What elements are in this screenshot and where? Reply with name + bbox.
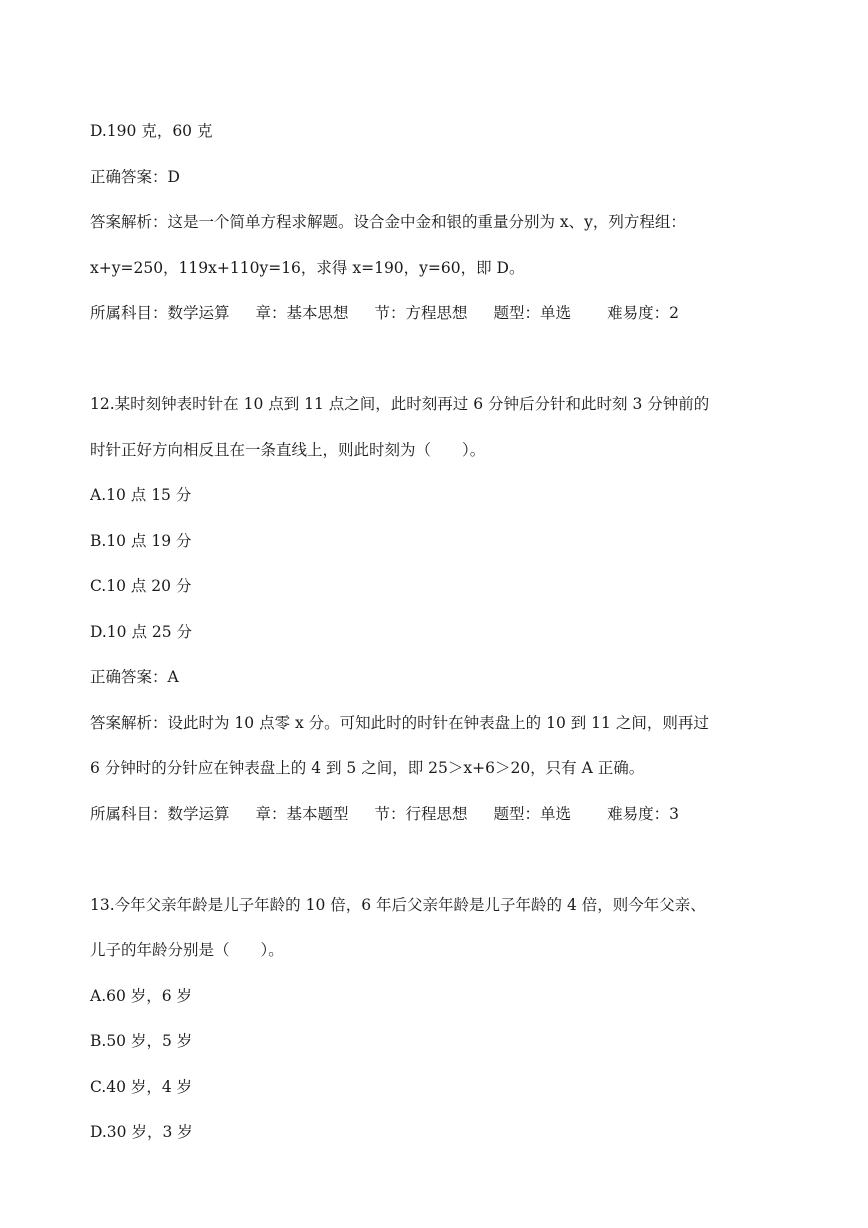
q11-answer: 正确答案：D	[90, 168, 180, 186]
q12-difficulty: 难易度：3	[607, 805, 679, 823]
q12-analysis-line1: 答案解析：设此时为 10 点零 x 分。可知此时的时针在钟表盘上的 10 到 11 之间，则再过	[90, 714, 709, 732]
q13-stem-line2: 儿子的年龄分别是（ ）。	[90, 941, 284, 959]
q11-type: 题型：单选	[493, 304, 572, 322]
q13-option-a: A.60 岁，6 岁	[90, 987, 193, 1005]
q12-answer: 正确答案：A	[90, 668, 179, 686]
q11-subject: 所属科目：数学运算	[90, 304, 230, 322]
q13-option-c: C.40 岁，4 岁	[90, 1078, 193, 1096]
q11-difficulty: 难易度：2	[607, 304, 679, 322]
q12-section: 节：行程思想	[374, 805, 468, 823]
q13-option-d: D.30 岁，3 岁	[90, 1123, 193, 1141]
q12-chapter: 章：基本题型	[255, 805, 349, 823]
q12-stem-line2: 时针正好方向相反且在一条直线上，则此时刻为（ ）。	[90, 441, 486, 459]
q11-section: 节：方程思想	[374, 304, 468, 322]
q12-option-b: B.10 点 19 分	[90, 532, 192, 550]
q11-option-d: D.190 克，60 克	[90, 122, 213, 140]
q12-stem-line1: 12.某时刻钟表时针在 10 点到 11 点之间，此时刻再过 6 分钟后分针和此时刻 3 分钟前的	[90, 395, 710, 413]
q13-stem-line1: 13.今年父亲年龄是儿子年龄的 10 倍，6 年后父亲年龄是儿子年龄的 4 倍，则今年父亲、	[90, 896, 706, 914]
q12-option-a: A.10 点 15 分	[90, 486, 192, 504]
q13-option-b: B.50 岁，5 岁	[90, 1032, 193, 1050]
q12-meta	[90, 803, 679, 825]
q11-chapter: 章：基本思想	[255, 304, 349, 322]
q12-option-c: C.10 点 20 分	[90, 577, 192, 595]
q11-analysis-line1: 答案解析：这是一个简单方程求解题。设合金中金和银的重量分别为 x、y，列方程组：	[90, 213, 686, 231]
q12-subject: 所属科目：数学运算	[90, 805, 230, 823]
q12-type: 题型：单选	[493, 805, 572, 823]
q12-analysis-line2: 6 分钟时的分针应在钟表盘上的 4 到 5 之间，即 25＞x+6＞20，只有 A 正确。	[90, 759, 645, 777]
q11-analysis-line2: x+y=250，119x+110y=16，求得 x=190，y=60，即 D。	[90, 259, 525, 277]
q11-meta	[90, 302, 679, 324]
q12-option-d: D.10 点 25 分	[90, 623, 193, 641]
